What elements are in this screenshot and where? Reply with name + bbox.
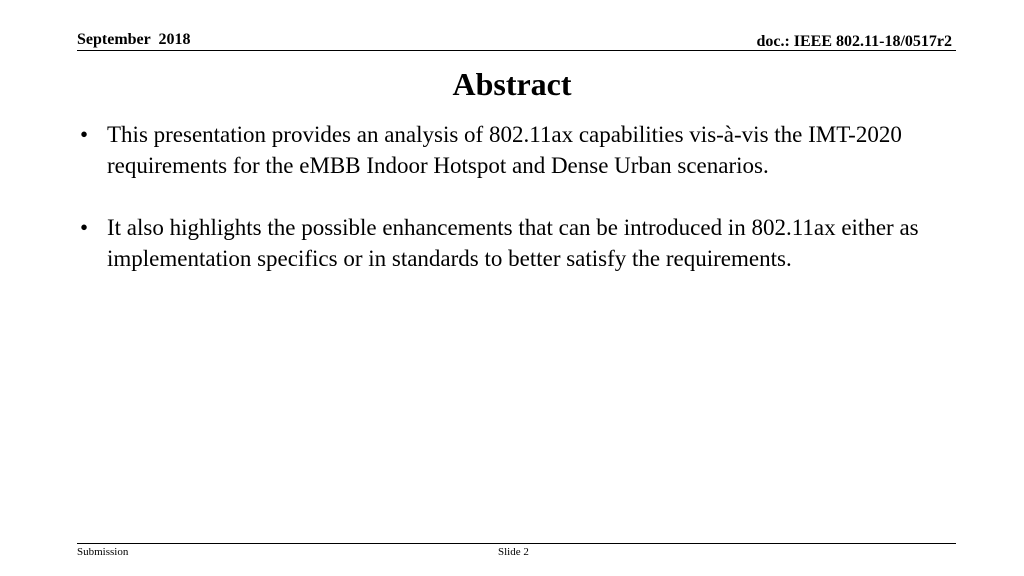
footer-divider [77,543,956,544]
bullet-marker: • [80,215,89,240]
footer-slide-number: Slide 2 [498,546,529,558]
bullet-item [76,212,956,274]
bullet-item [76,119,956,181]
footer-submission: Submission [77,546,129,558]
header-doc-id: doc.: IEEE 802.11-18/0517r2 [756,33,952,50]
header-date: September 2018 [77,31,191,48]
bullet-marker: • [80,122,89,147]
bullet-text: It also highlights the possible enhancements that can be introduced in 802.11ax either as implementation specifics or in standards to better satisfy the requirements. [107,215,919,271]
bullet-list [76,119,956,305]
bullet-text: This presentation provides an analysis of 802.11ax capabilities vis-à-vis the IMT-2020 requirements for the eMBB Indoor Hotspot and Dense Urban scenarios. [107,122,902,178]
slide-title: Abstract [452,66,572,102]
header-divider [77,50,956,51]
